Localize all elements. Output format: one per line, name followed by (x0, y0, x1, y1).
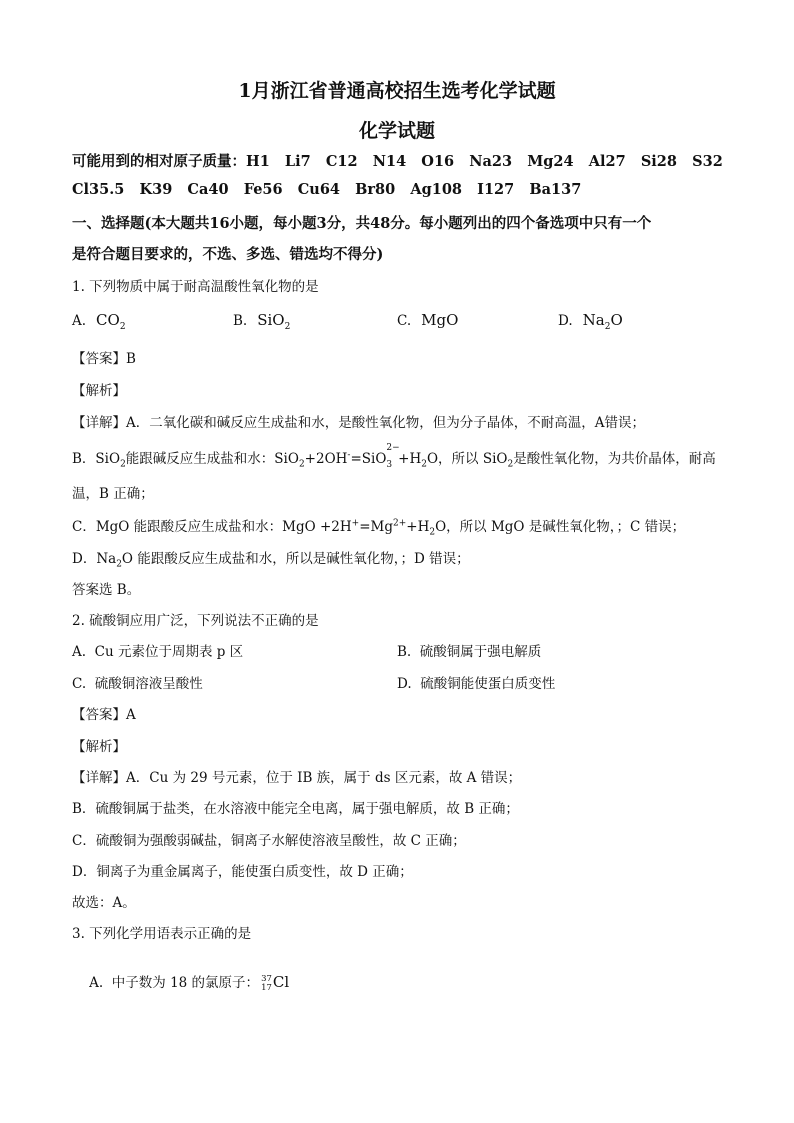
q3-stem: 3. 下列化学用语表示正确的是 (72, 926, 252, 942)
q2-detail-b: B．硫酸铜属于盐类，在水溶液中能完全电离，属于强电解质，故 B 正确； (72, 801, 519, 817)
q2-option-c: C. 硫酸铜溶液呈酸性 (72, 676, 203, 692)
q1-conclusion: 答案选 B。 (72, 582, 141, 598)
q1-detail-b: B．SiO$_2$能跟碱反应生成盐和水：SiO$_2$+2OH-=SiO$_{3 2-}$ $+H_2O$，所以 SiO$_2$是酸性氧化物，为共价晶体，耐高 (72, 442, 716, 470)
section-heading-line-1: 一、选择题(本大题共16小题，每小题3分，共48分。每小题列出的四个备选项中只有一个 (72, 215, 652, 232)
option-label: D. (558, 313, 573, 329)
q1-option-d: D. $Na_2O$ (558, 311, 623, 332)
q1-detail-d: D．$Na_2O$ 能跟酸反应生成盐和水，所以是碱性氧化物，；D 错误； (72, 551, 470, 570)
atomic-mass-line-2: Cl35.5 K39 Ca40 Fe56 Cu64 Br80 Ag108 I127 Ba137 (72, 181, 582, 198)
q2-analysis-heading: 【解析】 (72, 739, 126, 755)
section-heading-line-2: 是符合题目要求的，不选、多选、错选均不得分) (72, 246, 384, 263)
atomic-mass-line-1: 可能用到的相对原子质量：H1 Li7 C12 N14 O16 Na23 Mg24 Al27 Si28 S32 (72, 153, 723, 170)
q1-option-b: B. SiO$_2$ (233, 311, 291, 332)
q1-option-c: C. MgO (397, 311, 459, 329)
q2-option-b: B. 硫酸铜属于强电解质 (397, 644, 542, 660)
isotope-notation: 37 17 (261, 973, 272, 993)
q3-option-a: A. 中子数为 18 的氯原子： 37 17Cl (89, 973, 290, 993)
q1-detail-a: 【详解】A．二氧化碳和碱反应生成盐和水，是酸性氧化物，但为分子晶体，不耐高温，A错误； (72, 415, 645, 431)
q2-detail-d: D．铜离子为重金属离子，能使蛋白质变性，故 D 正确； (72, 864, 413, 880)
q2-detail-c: C．硫酸铜为强酸弱碱盐，铜离子水解使溶液呈酸性，故 C 正确； (72, 833, 466, 849)
q2-option-a: A. Cu 元素位于周期表 p 区 (72, 644, 244, 660)
q1-answer: 【答案】B (72, 351, 136, 367)
option-label: C. (397, 313, 412, 329)
q1-option-a: A. $CO_2$ (72, 311, 126, 332)
q1-detail-c: C．MgO 能跟酸反应生成盐和水：MgO $+2H^+=Mg^{2+}+H_2O$，所以 MgO 是碱性氧化物，；C 错误； (72, 518, 686, 538)
q2-answer: 【答案】A (72, 707, 136, 723)
page-title: 1月浙江省普通高校招生选考化学试题 (238, 80, 556, 102)
q1-stem: 1. 下列物质中属于耐高温酸性氧化物的是 (72, 279, 319, 295)
q2-stem: 2. 硫酸铜应用广泛，下列说法不正确的是 (72, 613, 319, 629)
q2-option-d: D. 硫酸铜能使蛋白质变性 (397, 676, 556, 692)
q2-detail-a: 【详解】A．Cu 为 29 号元素，位于 IB 族，属于 ds 区元素，故 A 错误； (72, 770, 522, 786)
q1-analysis-heading: 【解析】 (72, 383, 126, 399)
page-subtitle: 化学试题 (358, 120, 435, 142)
q2-conclusion: 故选：A。 (72, 895, 136, 911)
option-label: B. (233, 313, 248, 329)
option-label: A. (72, 313, 87, 329)
q1-detail-b-cont: 温，B 正确； (72, 486, 154, 502)
